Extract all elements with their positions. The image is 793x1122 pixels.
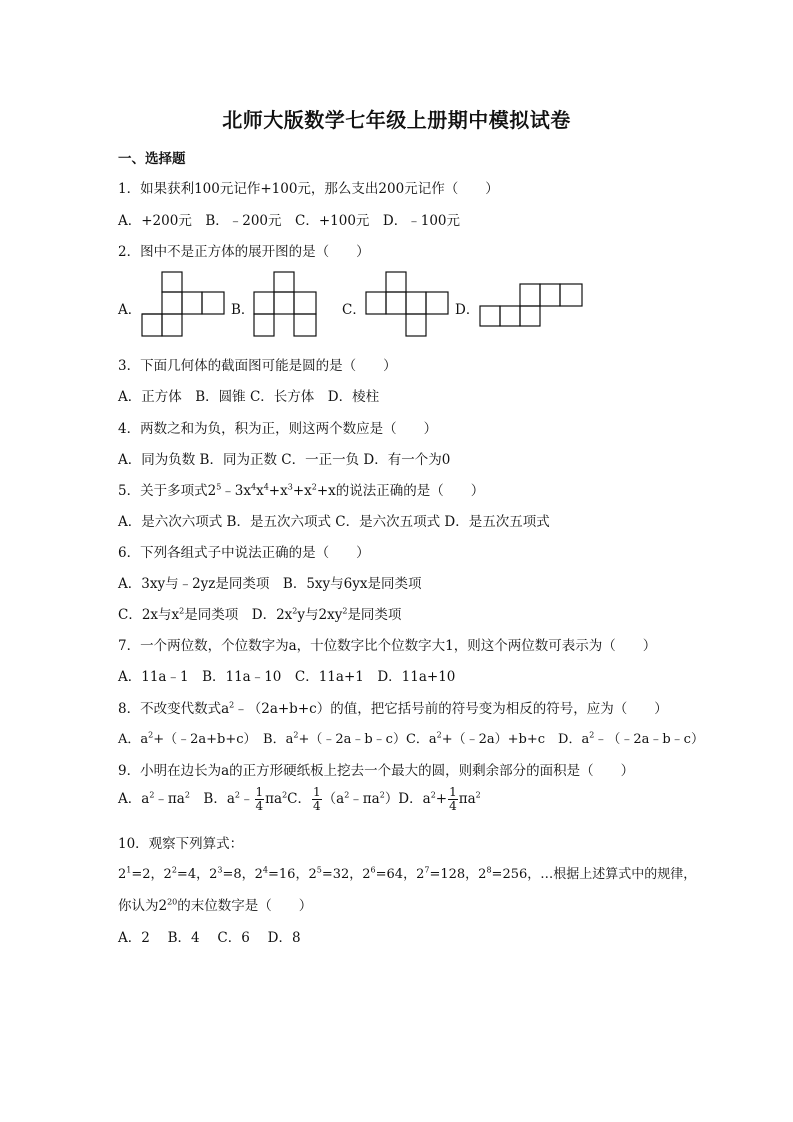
q9-text: + bbox=[435, 791, 448, 807]
power-base: 2 bbox=[254, 867, 263, 882]
question-3-options: A．正方体 B．圆锥 C．长方体 D．棱柱 bbox=[118, 389, 380, 405]
q9-exponent: 2 bbox=[379, 790, 385, 800]
question-1-stem: 1．如果获利100元记作+100元，那么支出200元记作（ ） bbox=[118, 181, 499, 197]
question-1-options: A．+200元 B．﹣200元 C．+100元 D．﹣100元 bbox=[118, 213, 461, 229]
q8-text: ﹣（2a+b+c）的值，把它括号前的符号变为相反的符号，应为（ ） bbox=[234, 701, 668, 717]
power-result: =64， bbox=[375, 867, 417, 882]
power-result: =4， bbox=[176, 867, 210, 882]
q9-text: （a bbox=[322, 791, 345, 807]
cube-net-c bbox=[364, 270, 456, 340]
q9-text: C． bbox=[287, 791, 311, 807]
q5-text: ﹣3x bbox=[221, 483, 251, 499]
q9-exponent: 2 bbox=[184, 790, 190, 800]
power-result: =32， bbox=[321, 867, 363, 882]
q5-text: +x bbox=[268, 483, 288, 499]
question-3-stem: 3．下面几何体的截面图可能是圆的是（ ） bbox=[118, 358, 397, 374]
q8-text: +（﹣2a）+b+c D．a bbox=[441, 732, 590, 747]
power-base: 2 bbox=[118, 867, 127, 882]
question-4-stem: 4．两数之和为负，积为正，则这两个数应是（ ） bbox=[118, 421, 438, 437]
cube-net-b bbox=[252, 270, 322, 340]
power-exponent: 5 bbox=[316, 865, 322, 875]
q6-exponent: 2 bbox=[292, 606, 298, 616]
net-a-label: A． bbox=[118, 302, 142, 318]
cube-net-a bbox=[140, 270, 232, 340]
q9-exponent: 2 bbox=[282, 790, 288, 800]
q9-text: B．a bbox=[189, 791, 235, 807]
net-c-label: C． bbox=[342, 302, 366, 318]
power-exponent: 6 bbox=[370, 865, 376, 875]
q8-exponent: 2 bbox=[229, 700, 235, 710]
q5-exponent: 2 bbox=[311, 482, 317, 492]
q9-exponent: 2 bbox=[430, 790, 436, 800]
power-result: =2， bbox=[131, 867, 164, 882]
q9-text: A．a bbox=[118, 791, 150, 807]
q8-text: 8．不改变代数式a bbox=[118, 701, 230, 717]
question-7-options: A．11a﹣1 B．11a﹣10 C．11a+1 D．11a+10 bbox=[118, 669, 456, 685]
q9-text: πa bbox=[458, 791, 476, 807]
q5-text: x bbox=[256, 483, 264, 499]
question-5-options: A．是六次六项式 B．是五次六项式 C．是六次五项式 D．是五次五项式 bbox=[118, 514, 550, 530]
q6-text: 是同类项 D．2x bbox=[184, 607, 293, 623]
question-6-options-cd bbox=[118, 603, 401, 623]
q6-text: y与2xy bbox=[297, 607, 343, 623]
q5-exponent: 4 bbox=[250, 482, 257, 492]
power-base: 2 bbox=[209, 867, 218, 882]
q8-exponent: 2 bbox=[589, 730, 595, 740]
q9-exponent: 2 bbox=[234, 790, 240, 800]
fraction-numerator: 1 bbox=[255, 785, 264, 799]
q5-exponent: 5 bbox=[216, 482, 222, 492]
page-title: 北师大版数学七年级上册期中模拟试卷 bbox=[222, 108, 571, 132]
q6-exponent: 2 bbox=[342, 606, 348, 616]
q5-text: 5．关于多项式2 bbox=[118, 483, 217, 499]
q9-exponent: 2 bbox=[475, 790, 481, 800]
fraction-denominator: 4 bbox=[255, 799, 264, 813]
q9-text: ﹣πa bbox=[349, 791, 380, 807]
cube-net-d bbox=[478, 280, 588, 330]
q8-text: A．a bbox=[118, 732, 149, 747]
question-6-stem: 6．下列各组式子中说法正确的是（ ） bbox=[118, 545, 370, 561]
powers-tail: …根据上述算式中的规律， bbox=[540, 867, 697, 882]
net-b-label: B． bbox=[231, 302, 255, 318]
question-4-options: A．同为负数 B．同为正数 C．一正一负 D．有一个为0 bbox=[118, 452, 451, 468]
q6-exponent: 2 bbox=[179, 606, 185, 616]
q5-exponent: 3 bbox=[287, 482, 293, 492]
question-5-stem bbox=[118, 479, 484, 499]
q5-text: +x bbox=[292, 483, 312, 499]
q9-text: ﹣πa bbox=[154, 791, 185, 807]
power-base: 2 bbox=[478, 867, 487, 882]
q10-text: 的末位数字是（ ） bbox=[177, 898, 313, 914]
fraction-one-quarter bbox=[448, 786, 458, 813]
power-result: =128， bbox=[429, 867, 479, 882]
q8-exponent: 2 bbox=[436, 730, 442, 740]
power-base: 2 bbox=[308, 867, 317, 882]
question-9-options bbox=[118, 786, 481, 813]
power-exponent: 7 bbox=[424, 865, 430, 875]
q5-text: +x的说法正确的是（ ） bbox=[316, 483, 485, 499]
q6-text: 是同类项 bbox=[347, 607, 402, 623]
question-7-stem: 7．一个两位数，个位数字为a，十位数字比个位数字大1，则这个两位数可表示为（ ） bbox=[118, 638, 657, 654]
fraction-numerator: 1 bbox=[313, 785, 321, 799]
q6-text: C．2x与x bbox=[118, 607, 180, 623]
fraction-one-quarter bbox=[312, 786, 322, 813]
question-10-stem: 10．观察下列算式： bbox=[118, 836, 244, 852]
fraction-numerator: 1 bbox=[449, 785, 457, 799]
fraction-denominator: 4 bbox=[313, 799, 321, 813]
q9-text: ）D．a bbox=[384, 791, 431, 807]
q10-text: 你认为2 bbox=[118, 898, 168, 914]
question-2-stem: 2．图中不是正方体的展开图的是（ ） bbox=[118, 244, 370, 260]
power-exponent: 2 bbox=[171, 865, 177, 875]
power-result: =256， bbox=[491, 867, 541, 882]
q9-text: πa bbox=[265, 791, 283, 807]
question-10-options: A．2 B．4 C．6 D．8 bbox=[118, 930, 301, 946]
q8-text: +（﹣2a+b+c） B．a bbox=[153, 732, 294, 747]
question-6-options-ab: A．3xy与﹣2yz是同类项 B．5xy与6yx是同类项 bbox=[118, 576, 422, 592]
power-exponent: 4 bbox=[262, 865, 269, 875]
question-8-stem bbox=[118, 697, 668, 717]
q10-exponent: 20 bbox=[167, 897, 178, 907]
power-exponent: 3 bbox=[217, 865, 223, 875]
fraction-denominator: 4 bbox=[449, 799, 457, 813]
q9-exponent: 2 bbox=[344, 790, 350, 800]
fraction-one-quarter bbox=[255, 786, 265, 813]
section-heading: 一、选择题 bbox=[118, 151, 186, 167]
q5-exponent: 4 bbox=[263, 482, 269, 492]
q8-exponent: 2 bbox=[148, 730, 154, 740]
power-exponent: 8 bbox=[486, 865, 492, 875]
power-result: =16， bbox=[268, 867, 309, 882]
power-base: 2 bbox=[163, 867, 172, 882]
power-base: 2 bbox=[362, 867, 371, 882]
question-9-stem: 9．小明在边长为a的正方形硬纸板上挖去一个最大的圆，则剩余部分的面积是（ ） bbox=[118, 763, 635, 779]
q9-text: ﹣ bbox=[240, 791, 254, 807]
q8-text: +（﹣2a﹣b﹣c）C．a bbox=[298, 732, 437, 747]
q8-text: ﹣（﹣2a﹣b﹣c） bbox=[594, 732, 704, 747]
question-10-powers bbox=[118, 863, 696, 882]
question-8-options bbox=[118, 728, 704, 747]
question-10-ask bbox=[118, 894, 312, 914]
power-exponent: 1 bbox=[126, 865, 132, 875]
q9-exponent: 2 bbox=[149, 790, 155, 800]
power-base: 2 bbox=[416, 867, 425, 882]
q8-exponent: 2 bbox=[293, 730, 299, 740]
net-d-label: D． bbox=[455, 302, 480, 318]
power-result: =8， bbox=[222, 867, 255, 882]
